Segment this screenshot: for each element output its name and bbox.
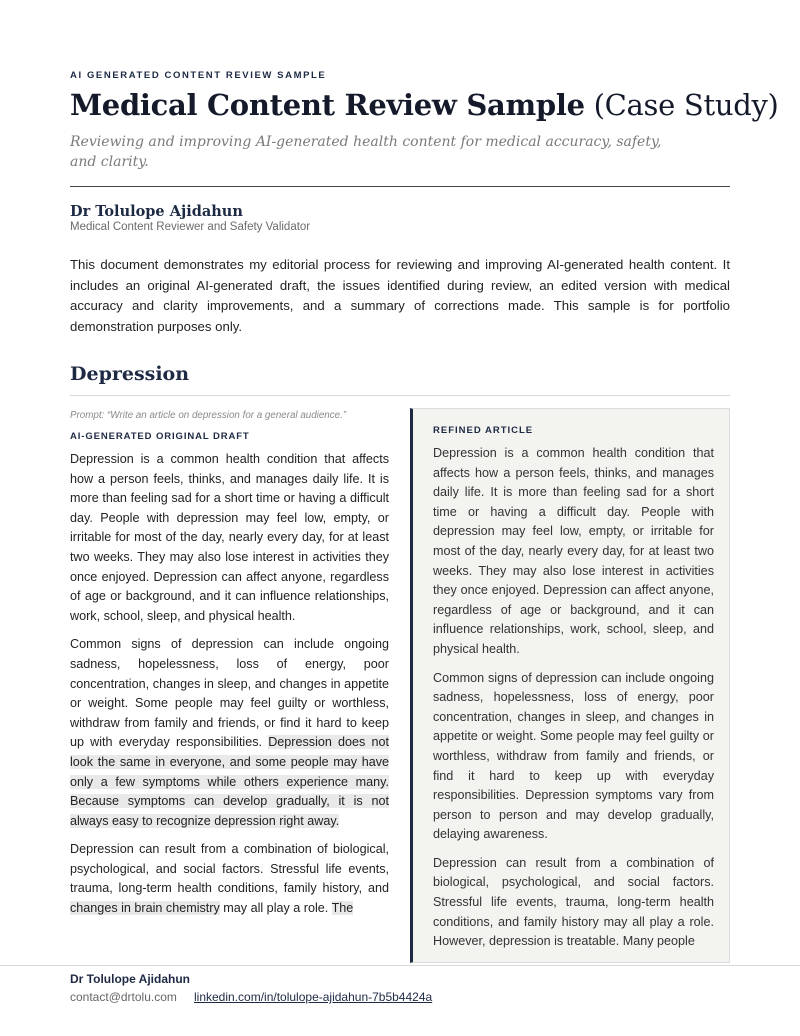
prompt-text: Prompt: “Write an article on depression for a general audience.”: [70, 410, 347, 421]
draft-paragraph: [70, 635, 389, 831]
document-kicker: AI GENERATED CONTENT REVIEW SAMPLE: [70, 70, 327, 81]
section-heading: Depression: [70, 363, 190, 385]
page-subtitle: Reviewing and improving AI-generated health content for medical accuracy, safety, and clarity.: [70, 134, 662, 170]
refined-article-label: REFINED ARTICLE: [433, 425, 534, 436]
section-divider: [70, 395, 730, 396]
footer-linkedin-link[interactable]: linkedin.com/in/tolulope-ajidahun-7b5b4424a: [194, 990, 433, 1004]
author-role: Medical Content Reviewer and Safety Validator: [70, 221, 311, 233]
original-draft-label: AI-GENERATED ORIGINAL DRAFT: [70, 431, 250, 442]
refined-article-body: [433, 444, 714, 961]
refined-paragraph: Depression can result from a combination of biological, psychological, and social factors. Stressful life events, trauma, long-term health conditions, and family history may all play a role. However, depression is treatable. Many people: [433, 855, 714, 949]
draft-text: may all play a role.: [223, 901, 329, 916]
refined-article-panel: [410, 408, 730, 963]
footer-divider: [0, 965, 800, 966]
original-draft-column: [70, 450, 389, 965]
author-name: Dr Tolulope Ajidahun: [70, 203, 243, 220]
title-main: Medical Content Review Sample: [70, 88, 585, 122]
draft-paragraph: Depression is a common health condition that affects how a person feels, thinks, and manages daily life. It is more than feeling sad for a short time or having a difficult day. People with depression may feel low, empty, or irritable for most of the day, nearly every day, for at least two weeks. They may also lose interest in activities they once enjoyed. Depression can affect anyone, regardless of age or background, and it can influence relationships, work, school, sleep, and physical health.: [70, 452, 389, 623]
draft-text: Depression can result from a combination of biological, psychological, and social factors. Stressful life events, trauma, long-term health conditions, family history, and: [70, 842, 389, 896]
draft-paragraph: [70, 840, 389, 918]
footer-email: contact@drtolu.com: [70, 990, 177, 1004]
refined-paragraph: Common signs of depression can include ongoing sadness, hopelessness, loss of energy, poor concentration, changes in sleep, and changes in appetite or weight. Some people may feel guilty or worthless, withdraw from family and friends, or find it hard to keep up with everyday responsibilities. Depression symptoms vary from person to person and may develop gradually, delaying awareness.: [433, 670, 714, 842]
title-suffix: (Case Study): [593, 88, 779, 122]
flagged-text: changes in brain chemistry: [70, 901, 220, 916]
refined-paragraph: Depression is a common health condition that affects how a person feels, thinks, and manages daily life. It is more than feeling sad for a short time or having a difficult day. People with depression may feel low, empty, or irritable for most of the day, nearly every day, for at least two weeks. They may also lose interest in activities they once enjoyed. Depression can affect anyone, regardless of age or background, and it can influence relationships, work, school, sleep, and physical health.: [433, 446, 714, 656]
header-divider: [70, 186, 730, 187]
footer-author-name: Dr Tolulope Ajidahun: [70, 972, 190, 986]
flagged-text: The: [331, 901, 354, 916]
flagged-text: Depression does not look the same in everyone, and some people may have only a few symptoms while others experience many. Because symptoms can develop gradually, it is not always easy to recognize depression right away.: [70, 735, 389, 828]
intro-paragraph: This document demonstrates my editorial process for reviewing and improving AI-generated health content. It includes an original AI-generated draft, the issues identified during review, an edited version with medical accuracy and clarity improvements, and a summary of corrections made. This sample is for portfolio demonstration purposes only.: [70, 257, 730, 334]
page-title: [70, 88, 779, 122]
draft-text: Common signs of depression can include ongoing sadness, hopelessness, loss of energy, poor concentration, changes in sleep, and changes in appetite or weight. Some people may feel guilty or worthless, withdraw from family and friends, or find it hard to keep up with everyday responsibilities.: [70, 637, 389, 750]
